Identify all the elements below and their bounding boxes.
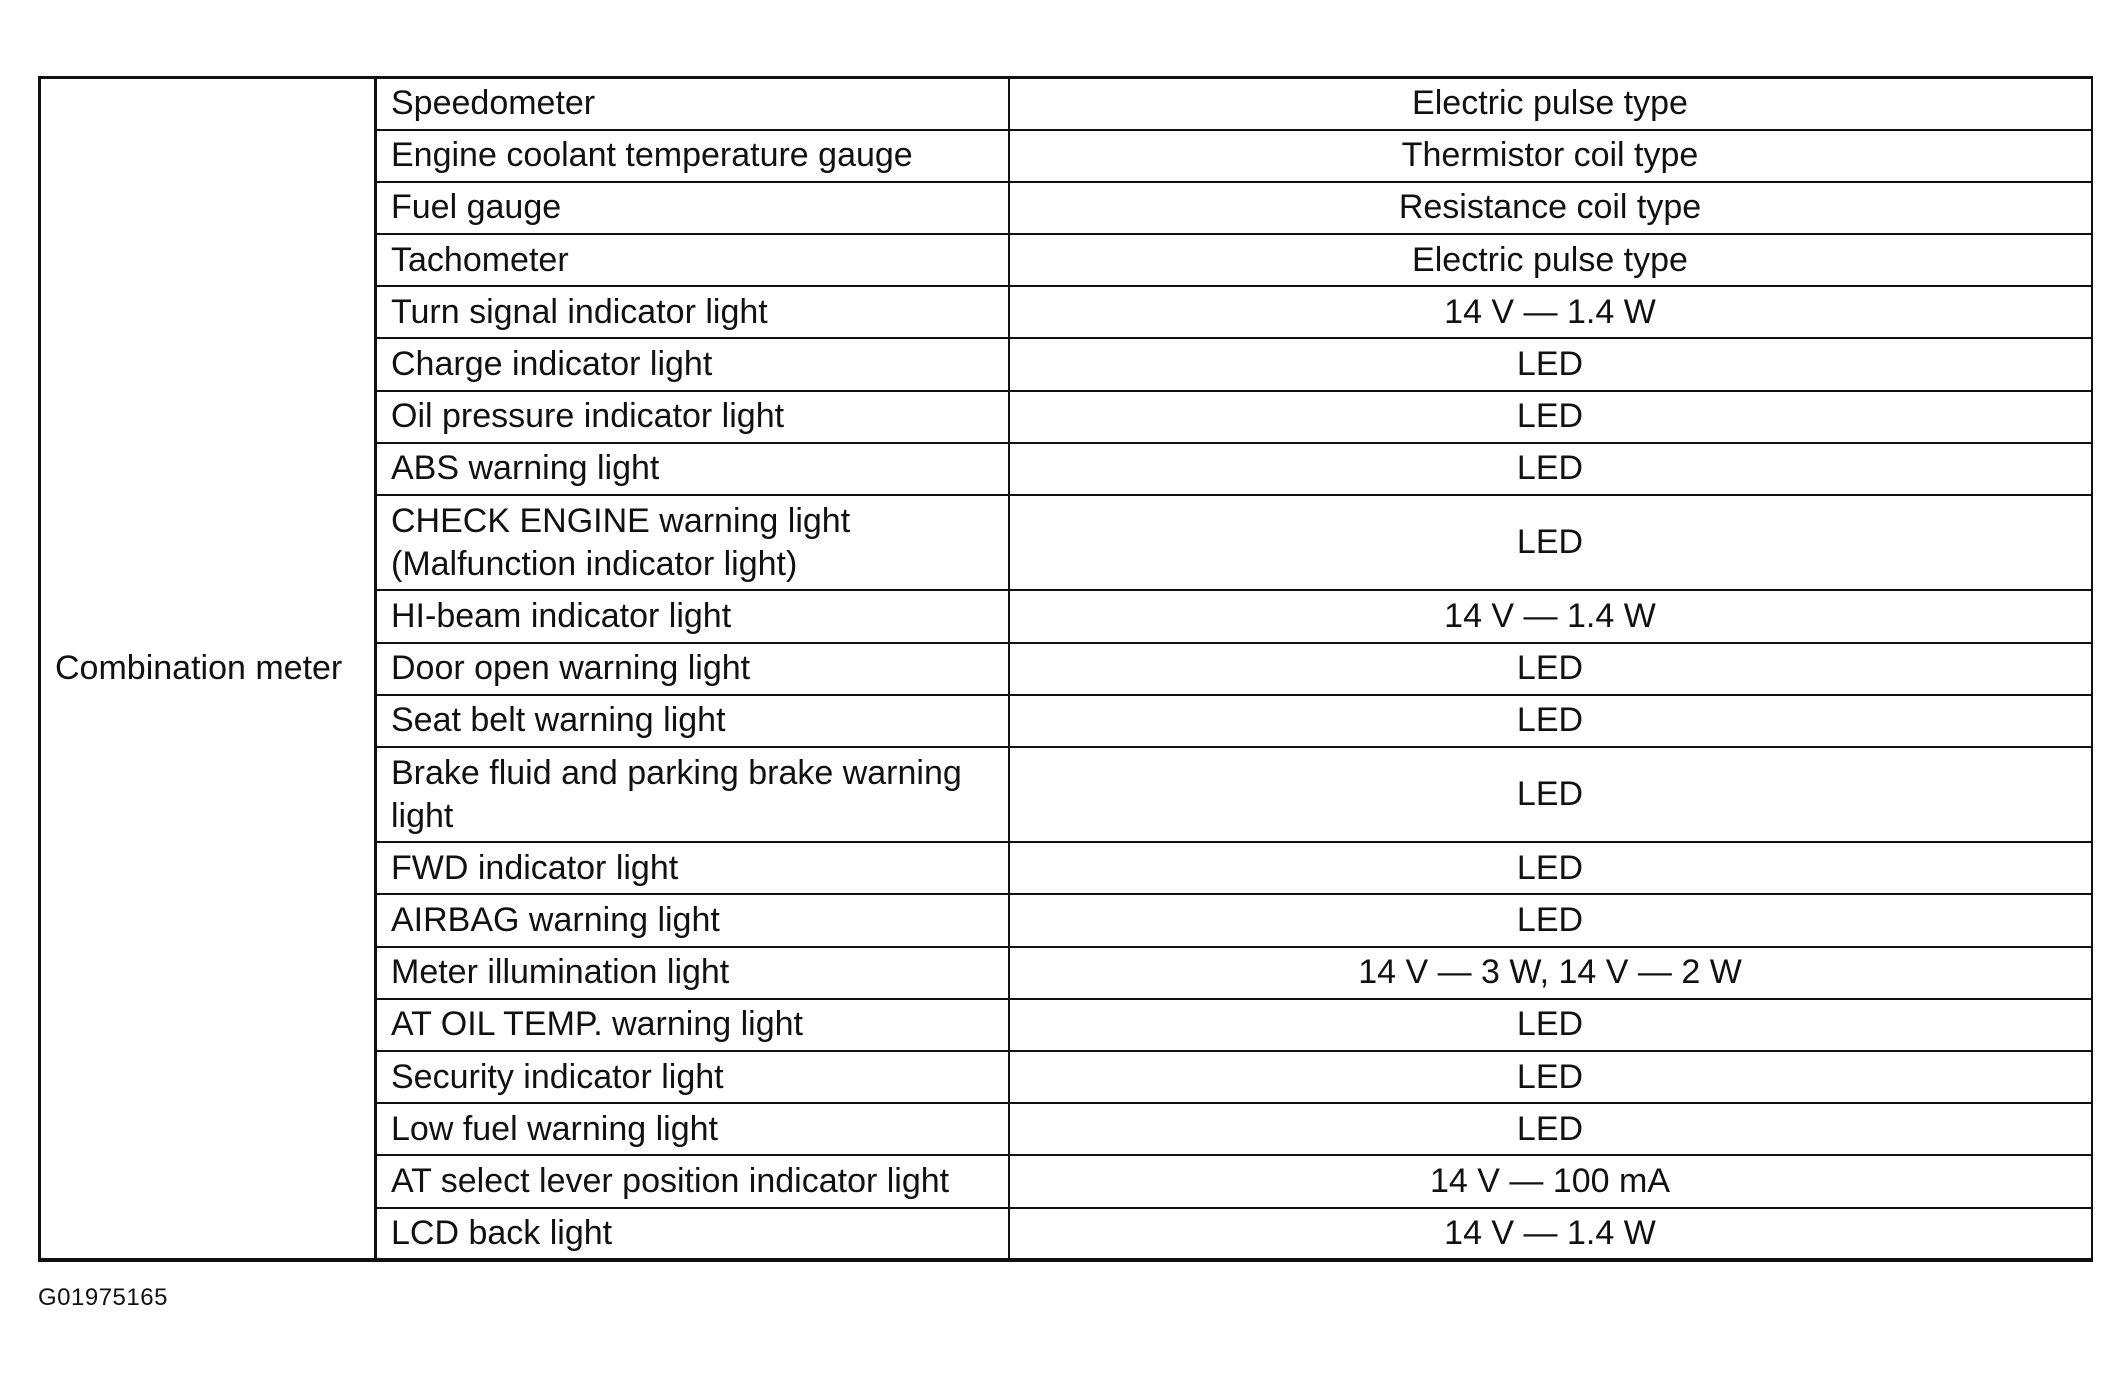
spec-cell: LED [1009, 695, 2092, 747]
spec-cell: LED [1009, 391, 2092, 443]
item-cell: Low fuel warning light [376, 1103, 1009, 1155]
item-cell: AT OIL TEMP. warning light [376, 999, 1009, 1051]
spec-cell: Resistance coil type [1009, 182, 2092, 234]
spec-cell: LED [1009, 443, 2092, 495]
item-cell: Engine coolant temperature gauge [376, 130, 1009, 182]
spec-cell: Electric pulse type [1009, 78, 2092, 130]
spec-cell: 14 V — 1.4 W [1009, 286, 2092, 338]
item-cell: AT select lever position indicator light [376, 1155, 1009, 1207]
item-cell: HI-beam indicator light [376, 590, 1009, 642]
item-cell: Brake fluid and parking brake warning light [376, 747, 1009, 842]
table-row [40, 78, 2092, 130]
spec-cell: Thermistor coil type [1009, 130, 2092, 182]
spec-cell: LED [1009, 999, 2092, 1051]
group-label-cell: Combination meter [40, 78, 376, 1261]
item-cell: CHECK ENGINE warning light (Malfunction indicator light) [376, 495, 1009, 590]
spec-cell: LED [1009, 894, 2092, 946]
spec-cell: 14 V — 1.4 W [1009, 590, 2092, 642]
spec-cell: LED [1009, 842, 2092, 894]
item-cell: Turn signal indicator light [376, 286, 1009, 338]
spec-cell: 14 V — 3 W, 14 V — 2 W [1009, 947, 2092, 999]
spec-cell: LED [1009, 747, 2092, 842]
spec-cell: 14 V — 100 mA [1009, 1155, 2092, 1207]
figure-code: G01975165 [38, 1284, 168, 1311]
item-cell: FWD indicator light [376, 842, 1009, 894]
item-cell: Meter illumination light [376, 947, 1009, 999]
item-cell: Tachometer [376, 234, 1009, 286]
item-cell: Seat belt warning light [376, 695, 1009, 747]
spec-cell: LED [1009, 495, 2092, 590]
item-cell: Speedometer [376, 78, 1009, 130]
item-cell: Fuel gauge [376, 182, 1009, 234]
specifications-table [38, 76, 2093, 1262]
spec-cell: LED [1009, 1051, 2092, 1103]
item-cell: Security indicator light [376, 1051, 1009, 1103]
item-cell: Door open warning light [376, 643, 1009, 695]
item-cell: AIRBAG warning light [376, 894, 1009, 946]
spec-cell: Electric pulse type [1009, 234, 2092, 286]
spec-cell: LED [1009, 1103, 2092, 1155]
item-cell: Charge indicator light [376, 338, 1009, 390]
item-cell: LCD back light [376, 1208, 1009, 1260]
spec-cell: LED [1009, 643, 2092, 695]
spec-cell: LED [1009, 338, 2092, 390]
spec-cell: 14 V — 1.4 W [1009, 1208, 2092, 1260]
item-cell: Oil pressure indicator light [376, 391, 1009, 443]
item-cell: ABS warning light [376, 443, 1009, 495]
